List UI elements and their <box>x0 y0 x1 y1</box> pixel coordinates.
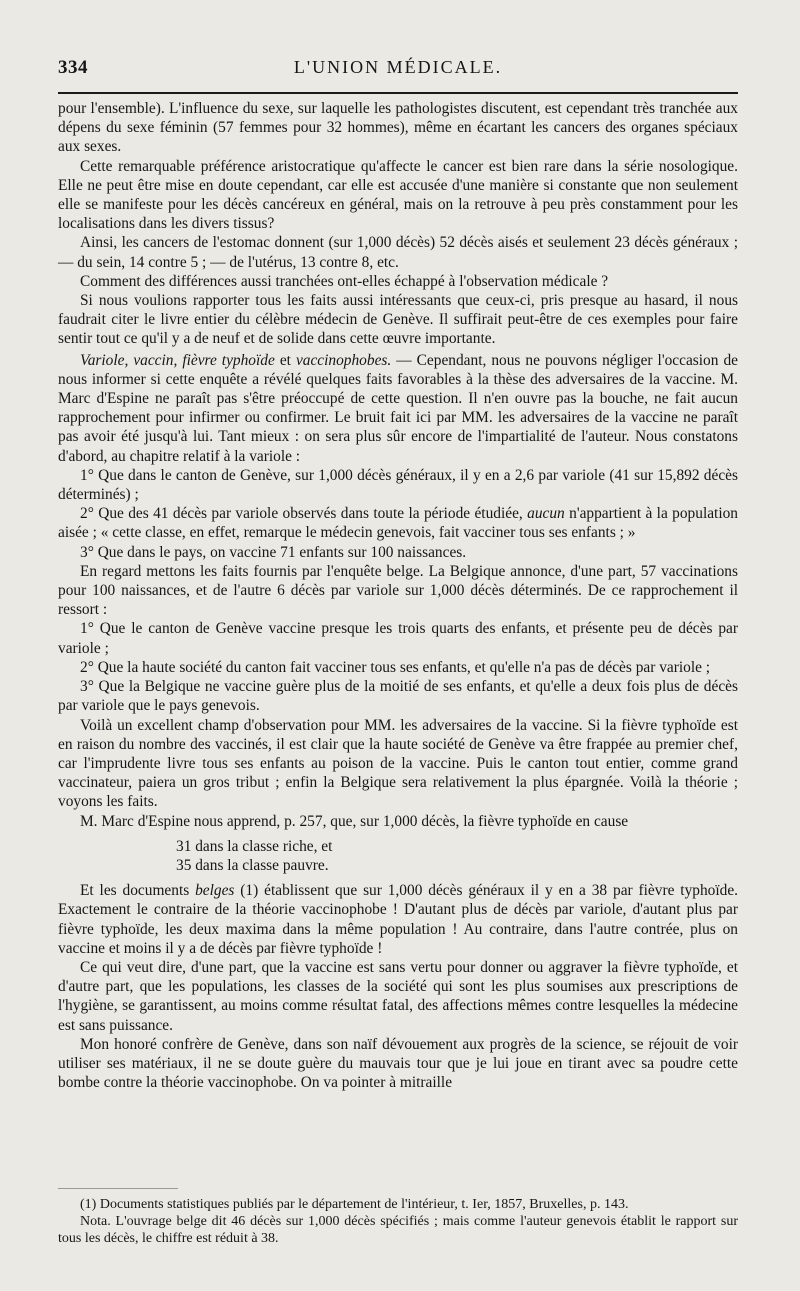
footnote <box>58 1196 738 1213</box>
point2-emphasis: aucun <box>527 505 565 523</box>
list-item: 3° Que dans le pays, on vaccine 71 enfants sur 100 naissances. <box>80 543 467 561</box>
paragraph: Mon honoré confrère de Genève, dans son naïf dévouement aux progrès de la science, se réjouit de voir utiliser ses matériaux, il ne se doute guère du mauvais tour que je lui joue en tirant avec sa poudre cette bombe contre la théorie vaccinophobe. On va pointer à mitraille <box>58 1035 738 1092</box>
footnote-number: (1) <box>80 1197 100 1212</box>
list-item: 3° Que la Belgique ne vaccine guère plus de la moitié de ses enfants, et qu'elle a deux fois plus de décès par variole que le pays genevois. <box>58 678 738 715</box>
paragraph: Ainsi, les cancers de l'estomac donnent (sur 1,000 décès) 52 décès aisés et seulement 23 décès généraux ; — du sein, 14 contre 5 ; — de l'utérus, 13 contre 8, etc. <box>58 234 738 271</box>
paragraph: M. Marc d'Espine nous apprend, p. 257, que, sur 1,000 décès, la fièvre typhoïde en cause <box>80 812 629 830</box>
paragraph: Cette remarquable préférence aristocratique qu'affecte le cancer est bien rare dans la série nosologique. Elle ne peut être mise en doute cependant, car elle est accusée d'une manière si constante que non seulement elle se manifeste pour les décès cancéreux en général, mais on la retrouve à peu près constamment pour les localisations dans les divers tissus? <box>58 157 738 233</box>
footnote-title: Documents statistiques publiés par le département de l'intérieur, <box>99 1197 458 1212</box>
paragraph: Si nous voulions rapporter tous les faits aussi intéressants que ceux-ci, pris presque au hasard, il nous faudrait citer le livre entier du célèbre médecin de Genève. Il suffirait peut-être de ces exemples pour faire sentir tout ce qu'il y a de neuf et de solide dans cette œuvre importante. <box>58 292 738 348</box>
class-item: 31 dans la classe riche, et <box>176 837 333 855</box>
belges-text-a: Et les documents <box>80 882 196 900</box>
belges-text-b: (1) établissent que sur 1,000 décès généraux il y en a 38 par fièvre typhoïde. Exactement le contraire de la théorie vaccinophobe ! D'autant plus de décès par variole, d'autant plus par fièvre typhoïde, les deux maxima dans la même population ! Au contraire, dans l'autre contrée, plus on vaccine et moins il y a de décès par fièvre typhoïde ! <box>58 882 738 957</box>
footnote-label: Nota. <box>80 1214 111 1229</box>
page-header <box>58 57 738 83</box>
paragraph: Comment des différences aussi tranchées ont-elles échappé à l'observation médicale ? <box>80 272 609 290</box>
list-item: 2° Que la haute société du canton fait vacciner tous ses enfants, et qu'elle n'a pas de décès par variole ; <box>80 658 711 676</box>
paragraph <box>58 881 738 958</box>
section-intro: — Cependant, nous ne pouvons négliger l'occasion de nous informer si cette enquête a révélé quelques faits favorables à la thèse des adversaires de la vaccine. M. Marc d'Espine ne paraît pas s'être préoccupé de cette question. Il n'en ouvre pas la bouche, ne fait aucun rapprochement pour infirmer ou confirmer. Le bruit fait ici par MM. les adversaires de la vaccine ne paraît pas avoir été jusqu'à lui. Tant mieux : on sera plus sûr encore de l'impartialité de l'auteur. Nous constatons d'abord, au chapitre relatif à la variole : <box>58 351 738 465</box>
page-number: 334 <box>58 57 88 78</box>
footnote <box>58 1213 738 1247</box>
article-body <box>58 99 738 1092</box>
header-rule <box>58 92 738 94</box>
section-heading: Variole, vaccin, fièvre typhoïde <box>80 351 275 369</box>
belges-emphasis: belges <box>195 882 235 900</box>
footnote-text: L'ouvrage belge dit 46 décès sur 1,000 décès spécifiés ; mais comme l'auteur genevois établit le rapport sur tous les décès, le chiffre est réduit à 38. <box>58 1214 738 1246</box>
list-item: 1° Que dans le canton de Genève, sur 1,000 décès généraux, il y en a 2,6 par variole (41 sur 15,892 décès déterminés) ; <box>58 466 738 504</box>
class-item: 35 dans la classe pauvre. <box>176 856 329 874</box>
paragraph: En regard mettons les faits fournis par l'enquête belge. La Belgique annonce, d'une part, 57 vaccinations pour 100 naissances, et de l'autre 6 décès par variole sur 1,000 décès déterminés. De ce rapprochement il ressort : <box>58 562 738 619</box>
section-heading-2: vaccinophobes. <box>295 351 392 369</box>
footnote-rest: t. Ier, 1857, Bruxelles, p. 143. <box>457 1197 629 1212</box>
footnote-rule <box>58 1188 178 1189</box>
list-item: 1° Que le canton de Genève vaccine presque les trois quarts des enfants, et présente peu de décès par variole ; <box>58 620 738 657</box>
heading-conjunction: et <box>274 351 296 369</box>
paragraph: pour l'ensemble). L'influence du sexe, sur laquelle les pathologistes discutent, est cependant très tranchée aux dépens du sexe féminin (57 femmes pour 32 hommes), même en écartant les cancers des organes spéciaux aux sexes. <box>58 100 738 156</box>
paragraph: Ce qui veut dire, d'une part, que la vaccine est sans vertu pour donner ou aggraver la fièvre typhoïde, et d'autre part, que les populations, les classes de la société qui sont les plus soumises aux prescriptions de l'hygiène, se garantissent, au moins comme résultat fatal, des affections mêmes contre lesquelles la médecine est sans puissance. <box>58 958 738 1034</box>
list-item <box>58 504 738 542</box>
variole-section <box>58 351 738 466</box>
point2-text-a: 2° Que des 41 décès par variole observés dans toute la période étudiée, <box>80 505 528 523</box>
point2-text-b: n'appartient à la population aisée ; « cette classe, en effet, remarque le médecin genevois, fait vacciner tous ses enfants ; » <box>58 505 738 542</box>
paragraph: Voilà un excellent champ d'observation pour MM. les adversaires de la vaccine. Si la fièvre typhoïde est en raison du nombre des vaccinés, il est clair que la haute société de Genève va être frappée au premier chef, car l'imprudente livre tous ses enfants au poison de la vaccine. Puis le canton tout entier, comme grand vaccinateur, paiera un gros tribut ; enfin la Belgique sera relativement la plus épargnée. Voilà la théorie ; voyons les faits. <box>58 716 738 811</box>
footnotes <box>58 1196 738 1247</box>
running-title: L'UNION MÉDICALE. <box>293 57 503 77</box>
